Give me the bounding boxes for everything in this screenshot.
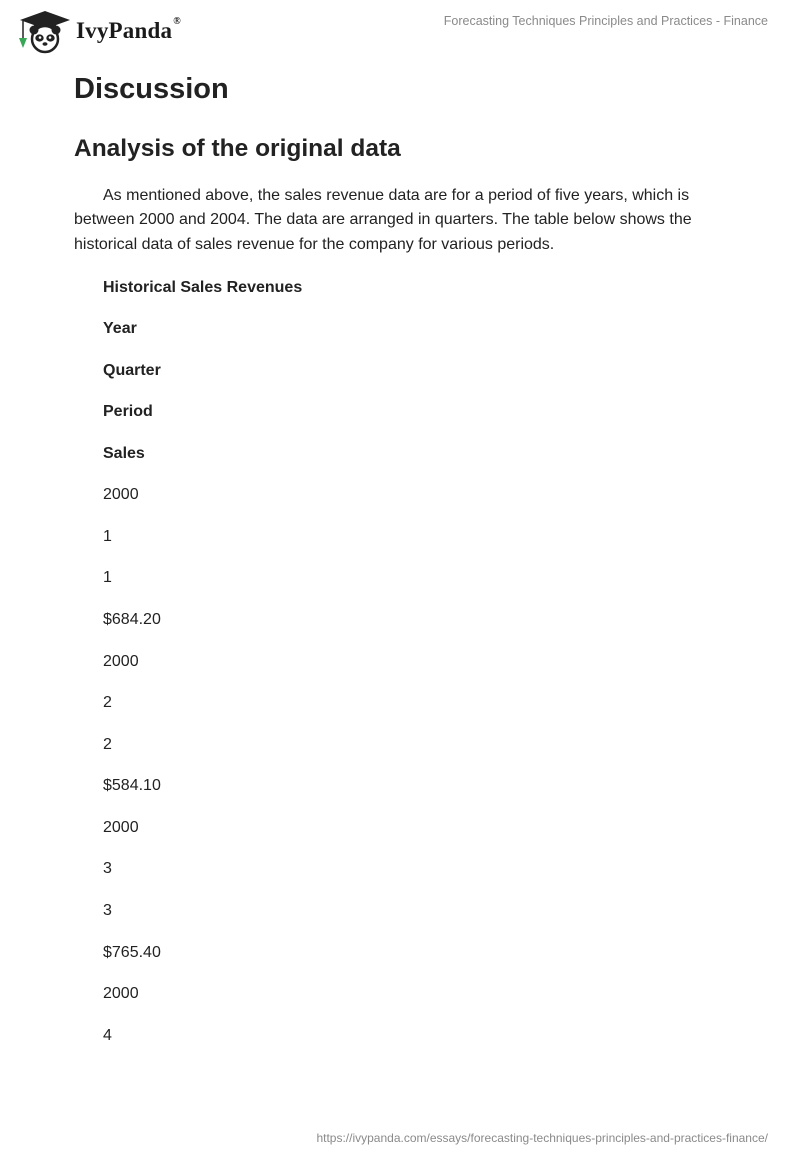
panda-graduation-cap-icon bbox=[14, 8, 72, 54]
table-cell: $765.40 bbox=[103, 944, 161, 961]
table-cell: 1 bbox=[103, 569, 112, 586]
page-header bbox=[0, 0, 800, 60]
subsection-heading: Analysis of the original data bbox=[74, 135, 401, 162]
table-header-period: Period bbox=[103, 403, 153, 420]
document-title: Forecasting Techniques Principles and Practices - Finance bbox=[443, 14, 768, 28]
table-cell: $684.20 bbox=[103, 611, 161, 628]
table-cell: $584.10 bbox=[103, 777, 161, 794]
table-cell: 3 bbox=[103, 902, 112, 919]
body-paragraph: As mentioned above, the sales revenue data are for a period of five years, which is between 2000 and 2004. The data are arranged in quarters. The table below shows the historical data of sales revenue for the company for various periods. bbox=[74, 187, 692, 253]
section-heading: Discussion bbox=[74, 73, 229, 105]
table-header-year: Year bbox=[103, 320, 137, 337]
table-header-sales: Sales bbox=[103, 445, 145, 462]
table-header-quarter: Quarter bbox=[103, 362, 161, 379]
table-caption: Historical Sales Revenues bbox=[103, 279, 303, 296]
table-cell: 1 bbox=[103, 528, 112, 545]
ivypanda-logo[interactable] bbox=[14, 8, 181, 54]
table-cell: 2000 bbox=[103, 486, 139, 503]
footer-url-link[interactable]: https://ivypanda.com/essays/forecasting-techniques-principles-and-practices-finance/ bbox=[316, 1131, 768, 1145]
table-cell: 2000 bbox=[103, 985, 139, 1002]
table-cell: 2000 bbox=[103, 653, 139, 670]
table-cell: 3 bbox=[103, 860, 112, 877]
table-cell: 4 bbox=[103, 1027, 112, 1044]
table-cell: 2 bbox=[103, 736, 112, 753]
table-cell: 2 bbox=[103, 694, 112, 711]
table-cell: 2000 bbox=[103, 819, 139, 836]
brand-name: IvyPanda® bbox=[76, 16, 181, 43]
